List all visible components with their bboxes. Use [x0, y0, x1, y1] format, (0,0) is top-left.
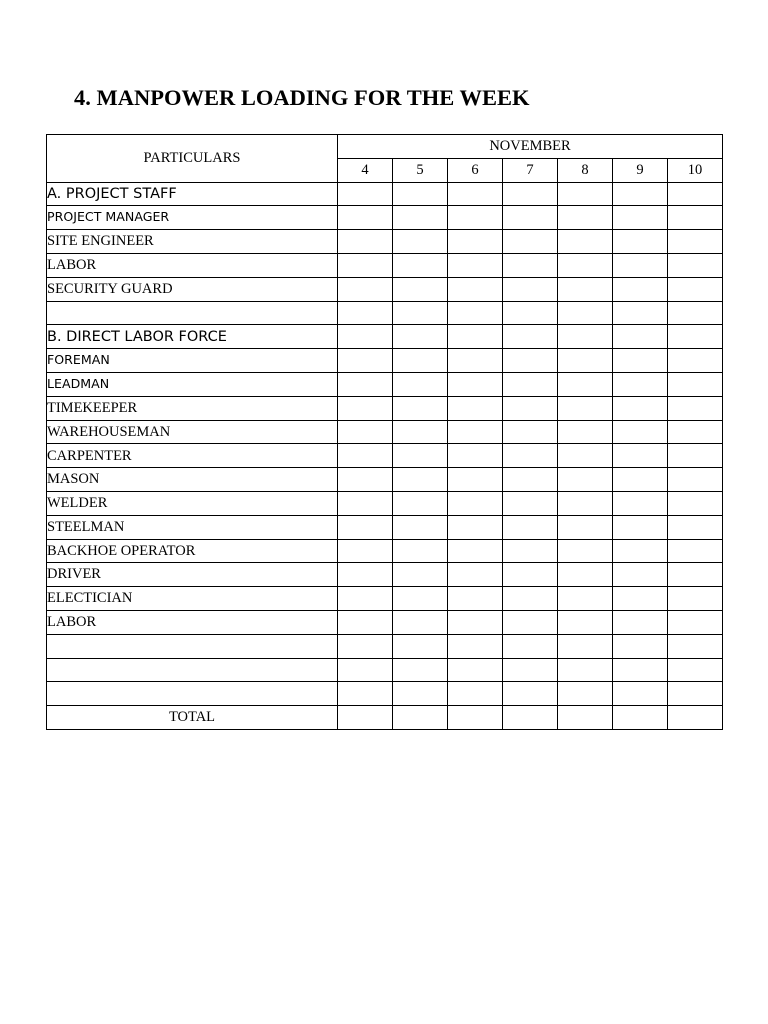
blank-row	[47, 301, 723, 325]
day-entry-cell[interactable]	[668, 706, 723, 730]
day-entry-cell[interactable]	[393, 587, 448, 611]
day-entry-cell[interactable]	[503, 491, 558, 515]
day-entry-cell[interactable]	[558, 396, 613, 420]
day-entry-cell[interactable]	[448, 682, 503, 706]
day-entry-cell[interactable]	[558, 587, 613, 611]
day-entry-cell[interactable]	[448, 515, 503, 539]
day-entry-cell[interactable]	[558, 706, 613, 730]
table-row	[47, 349, 723, 373]
day-entry-cell[interactable]	[558, 539, 613, 563]
blank-row	[47, 682, 723, 706]
row-label: LABOR	[47, 253, 338, 277]
day-entry-cell[interactable]	[503, 301, 558, 325]
day-entry-cell[interactable]	[668, 539, 723, 563]
day-entry-cell[interactable]	[668, 420, 723, 444]
day-entry-cell[interactable]	[558, 682, 613, 706]
day-entry-cell[interactable]	[558, 468, 613, 492]
day-entry-cell[interactable]	[613, 610, 668, 634]
day-entry-cell[interactable]	[338, 658, 393, 682]
day-entry-cell[interactable]	[448, 587, 503, 611]
day-entry-cell[interactable]	[448, 563, 503, 587]
table-row	[47, 468, 723, 492]
day-entry-cell[interactable]	[503, 277, 558, 301]
day-entry-cell[interactable]	[558, 420, 613, 444]
day-entry-cell[interactable]	[613, 230, 668, 254]
day-entry-cell[interactable]	[393, 539, 448, 563]
day-entry-cell[interactable]	[448, 610, 503, 634]
day-entry-cell[interactable]	[338, 325, 393, 349]
day-entry-cell[interactable]	[338, 277, 393, 301]
day-entry-cell[interactable]	[448, 658, 503, 682]
day-entry-cell[interactable]	[393, 349, 448, 373]
day-entry-cell[interactable]	[393, 372, 448, 396]
day-entry-cell[interactable]	[338, 301, 393, 325]
day-entry-cell[interactable]	[503, 563, 558, 587]
day-entry-cell[interactable]	[613, 277, 668, 301]
day-entry-cell[interactable]	[338, 468, 393, 492]
day-entry-cell[interactable]	[668, 277, 723, 301]
day-entry-cell[interactable]	[503, 253, 558, 277]
day-entry-cell[interactable]	[668, 396, 723, 420]
day-entry-cell[interactable]	[503, 182, 558, 206]
blank-row-label	[47, 682, 338, 706]
day-entry-cell[interactable]	[613, 468, 668, 492]
table-row	[47, 420, 723, 444]
day-entry-cell[interactable]	[558, 444, 613, 468]
day-entry-cell[interactable]	[338, 563, 393, 587]
day-entry-cell[interactable]	[448, 301, 503, 325]
day-entry-cell[interactable]	[558, 563, 613, 587]
row-label: SITE ENGINEER	[47, 230, 338, 254]
day-entry-cell[interactable]	[613, 372, 668, 396]
day-entry-cell[interactable]	[448, 634, 503, 658]
day-entry-cell[interactable]	[503, 420, 558, 444]
row-label: WELDER	[47, 491, 338, 515]
day-entry-cell[interactable]	[393, 253, 448, 277]
row-label: WAREHOUSEMAN	[47, 420, 338, 444]
day-entry-cell[interactable]	[503, 610, 558, 634]
blank-row-label	[47, 634, 338, 658]
day-entry-cell[interactable]	[338, 253, 393, 277]
day-entry-cell[interactable]	[558, 349, 613, 373]
day-entry-cell[interactable]	[503, 682, 558, 706]
row-label: PROJECT MANAGER	[47, 206, 338, 230]
day-entry-cell[interactable]	[448, 182, 503, 206]
day-entry-cell[interactable]	[448, 277, 503, 301]
day-entry-cell[interactable]	[558, 658, 613, 682]
row-label: LABOR	[47, 610, 338, 634]
day-entry-cell[interactable]	[613, 301, 668, 325]
day-entry-cell[interactable]	[613, 682, 668, 706]
day-entry-cell[interactable]	[558, 610, 613, 634]
table-row	[47, 515, 723, 539]
day-entry-cell[interactable]	[338, 396, 393, 420]
day-entry-cell[interactable]	[613, 349, 668, 373]
day-entry-cell[interactable]	[338, 706, 393, 730]
day-entry-cell[interactable]	[503, 468, 558, 492]
day-entry-cell[interactable]	[448, 253, 503, 277]
day-entry-cell[interactable]	[393, 515, 448, 539]
day-entry-cell[interactable]	[558, 182, 613, 206]
day-entry-cell[interactable]	[613, 587, 668, 611]
section-row	[47, 182, 723, 206]
day-entry-cell[interactable]	[338, 610, 393, 634]
day-entry-cell[interactable]	[448, 372, 503, 396]
day-entry-cell[interactable]	[503, 372, 558, 396]
day-entry-cell[interactable]	[393, 491, 448, 515]
day-entry-cell[interactable]	[558, 277, 613, 301]
day-entry-cell[interactable]	[393, 396, 448, 420]
row-label: MASON	[47, 468, 338, 492]
table-row	[47, 444, 723, 468]
day-entry-cell[interactable]	[613, 396, 668, 420]
row-label: BACKHOE OPERATOR	[47, 539, 338, 563]
day-entry-cell[interactable]	[448, 349, 503, 373]
day-entry-cell[interactable]	[668, 325, 723, 349]
blank-row	[47, 658, 723, 682]
day-entry-cell[interactable]	[393, 658, 448, 682]
day-entry-cell[interactable]	[448, 539, 503, 563]
day-entry-cell[interactable]	[503, 349, 558, 373]
day-entry-cell[interactable]	[338, 349, 393, 373]
day-entry-cell[interactable]	[393, 277, 448, 301]
day-entry-cell[interactable]	[448, 206, 503, 230]
row-label: ELECTICIAN	[47, 587, 338, 611]
row-label: B. DIRECT LABOR FORCE	[47, 325, 338, 349]
day-entry-cell[interactable]	[668, 515, 723, 539]
day-entry-cell[interactable]	[668, 491, 723, 515]
row-label: STEELMAN	[47, 515, 338, 539]
day-entry-cell[interactable]	[338, 539, 393, 563]
day-entry-cell[interactable]	[558, 230, 613, 254]
day-entry-cell[interactable]	[503, 658, 558, 682]
day-entry-cell[interactable]	[338, 372, 393, 396]
day-entry-cell[interactable]	[338, 634, 393, 658]
day-entry-cell[interactable]	[668, 444, 723, 468]
day-entry-cell[interactable]	[338, 206, 393, 230]
day-entry-cell[interactable]	[503, 515, 558, 539]
page-title: 4. MANPOWER LOADING FOR THE WEEK	[74, 85, 530, 110]
day-header: 9	[613, 158, 668, 182]
day-entry-cell[interactable]	[448, 491, 503, 515]
day-entry-cell[interactable]	[448, 444, 503, 468]
day-entry-cell[interactable]	[668, 634, 723, 658]
row-label: A. PROJECT STAFF	[47, 182, 338, 206]
day-entry-cell[interactable]	[393, 706, 448, 730]
day-entry-cell[interactable]	[338, 587, 393, 611]
day-entry-cell[interactable]	[613, 253, 668, 277]
day-entry-cell[interactable]	[613, 206, 668, 230]
month-header: NOVEMBER	[338, 135, 723, 159]
day-entry-cell[interactable]	[668, 563, 723, 587]
blank-row	[47, 634, 723, 658]
day-entry-cell[interactable]	[668, 682, 723, 706]
day-entry-cell[interactable]	[668, 468, 723, 492]
row-label: LEADMAN	[47, 372, 338, 396]
day-entry-cell[interactable]	[613, 658, 668, 682]
day-entry-cell[interactable]	[558, 253, 613, 277]
day-header: 8	[558, 158, 613, 182]
table-row	[47, 563, 723, 587]
day-entry-cell[interactable]	[448, 468, 503, 492]
day-entry-cell[interactable]	[613, 491, 668, 515]
section-row	[47, 325, 723, 349]
day-entry-cell[interactable]	[503, 587, 558, 611]
day-entry-cell[interactable]	[668, 658, 723, 682]
day-entry-cell[interactable]	[393, 563, 448, 587]
table-row	[47, 277, 723, 301]
day-entry-cell[interactable]	[448, 706, 503, 730]
row-label: SECURITY GUARD	[47, 277, 338, 301]
day-entry-cell[interactable]	[668, 610, 723, 634]
total-row	[47, 706, 723, 730]
table-row	[47, 396, 723, 420]
day-entry-cell[interactable]	[668, 230, 723, 254]
day-entry-cell[interactable]	[558, 206, 613, 230]
day-entry-cell[interactable]	[558, 325, 613, 349]
day-header: 6	[448, 158, 503, 182]
table-row	[47, 206, 723, 230]
day-entry-cell[interactable]	[393, 610, 448, 634]
blank-row-label	[47, 301, 338, 325]
day-entry-cell[interactable]	[668, 372, 723, 396]
day-entry-cell[interactable]	[393, 325, 448, 349]
day-entry-cell[interactable]	[393, 634, 448, 658]
day-entry-cell[interactable]	[448, 420, 503, 444]
day-entry-cell[interactable]	[613, 539, 668, 563]
day-entry-cell[interactable]	[558, 515, 613, 539]
day-entry-cell[interactable]	[613, 634, 668, 658]
day-header: 7	[503, 158, 558, 182]
day-entry-cell[interactable]	[393, 206, 448, 230]
blank-row-label	[47, 658, 338, 682]
day-entry-cell[interactable]	[613, 182, 668, 206]
day-header: 4	[338, 158, 393, 182]
day-entry-cell[interactable]	[393, 420, 448, 444]
day-entry-cell[interactable]	[338, 444, 393, 468]
day-entry-cell[interactable]	[668, 182, 723, 206]
day-entry-cell[interactable]	[668, 587, 723, 611]
day-header: 10	[668, 158, 723, 182]
day-entry-cell[interactable]	[668, 253, 723, 277]
day-entry-cell[interactable]	[503, 539, 558, 563]
table-row	[47, 253, 723, 277]
day-entry-cell[interactable]	[503, 706, 558, 730]
row-label: DRIVER	[47, 563, 338, 587]
day-entry-cell[interactable]	[338, 420, 393, 444]
day-entry-cell[interactable]	[338, 182, 393, 206]
day-entry-cell[interactable]	[503, 634, 558, 658]
day-entry-cell[interactable]	[393, 301, 448, 325]
day-entry-cell[interactable]	[613, 706, 668, 730]
day-entry-cell[interactable]	[558, 372, 613, 396]
header-row-month	[47, 135, 723, 159]
day-entry-cell[interactable]	[448, 325, 503, 349]
day-entry-cell[interactable]	[393, 444, 448, 468]
table-body	[47, 182, 723, 729]
day-entry-cell[interactable]	[448, 396, 503, 420]
day-entry-cell[interactable]	[393, 468, 448, 492]
day-entry-cell[interactable]	[613, 444, 668, 468]
day-entry-cell[interactable]	[613, 515, 668, 539]
table-row	[47, 539, 723, 563]
day-entry-cell[interactable]	[503, 444, 558, 468]
day-entry-cell[interactable]	[338, 491, 393, 515]
day-entry-cell[interactable]	[338, 682, 393, 706]
day-entry-cell[interactable]	[558, 634, 613, 658]
row-label: CARPENTER	[47, 444, 338, 468]
day-entry-cell[interactable]	[338, 515, 393, 539]
row-label: FOREMAN	[47, 349, 338, 373]
day-entry-cell[interactable]	[613, 325, 668, 349]
day-entry-cell[interactable]	[668, 301, 723, 325]
day-entry-cell[interactable]	[393, 182, 448, 206]
day-entry-cell[interactable]	[668, 349, 723, 373]
day-entry-cell[interactable]	[393, 682, 448, 706]
day-entry-cell[interactable]	[613, 420, 668, 444]
manpower-loading-table	[46, 134, 723, 730]
day-entry-cell[interactable]	[338, 230, 393, 254]
table-row	[47, 610, 723, 634]
day-entry-cell[interactable]	[503, 325, 558, 349]
table-row	[47, 230, 723, 254]
day-entry-cell[interactable]	[503, 396, 558, 420]
day-entry-cell[interactable]	[503, 206, 558, 230]
day-entry-cell[interactable]	[558, 491, 613, 515]
row-label: TOTAL	[47, 706, 338, 730]
day-entry-cell[interactable]	[613, 563, 668, 587]
day-entry-cell[interactable]	[503, 230, 558, 254]
row-label: TIMEKEEPER	[47, 396, 338, 420]
table-row	[47, 491, 723, 515]
day-entry-cell[interactable]	[668, 206, 723, 230]
particulars-header: PARTICULARS	[47, 135, 338, 183]
day-entry-cell[interactable]	[558, 301, 613, 325]
day-header: 5	[393, 158, 448, 182]
day-entry-cell[interactable]	[448, 230, 503, 254]
table-row	[47, 372, 723, 396]
table-row	[47, 587, 723, 611]
day-entry-cell[interactable]	[393, 230, 448, 254]
